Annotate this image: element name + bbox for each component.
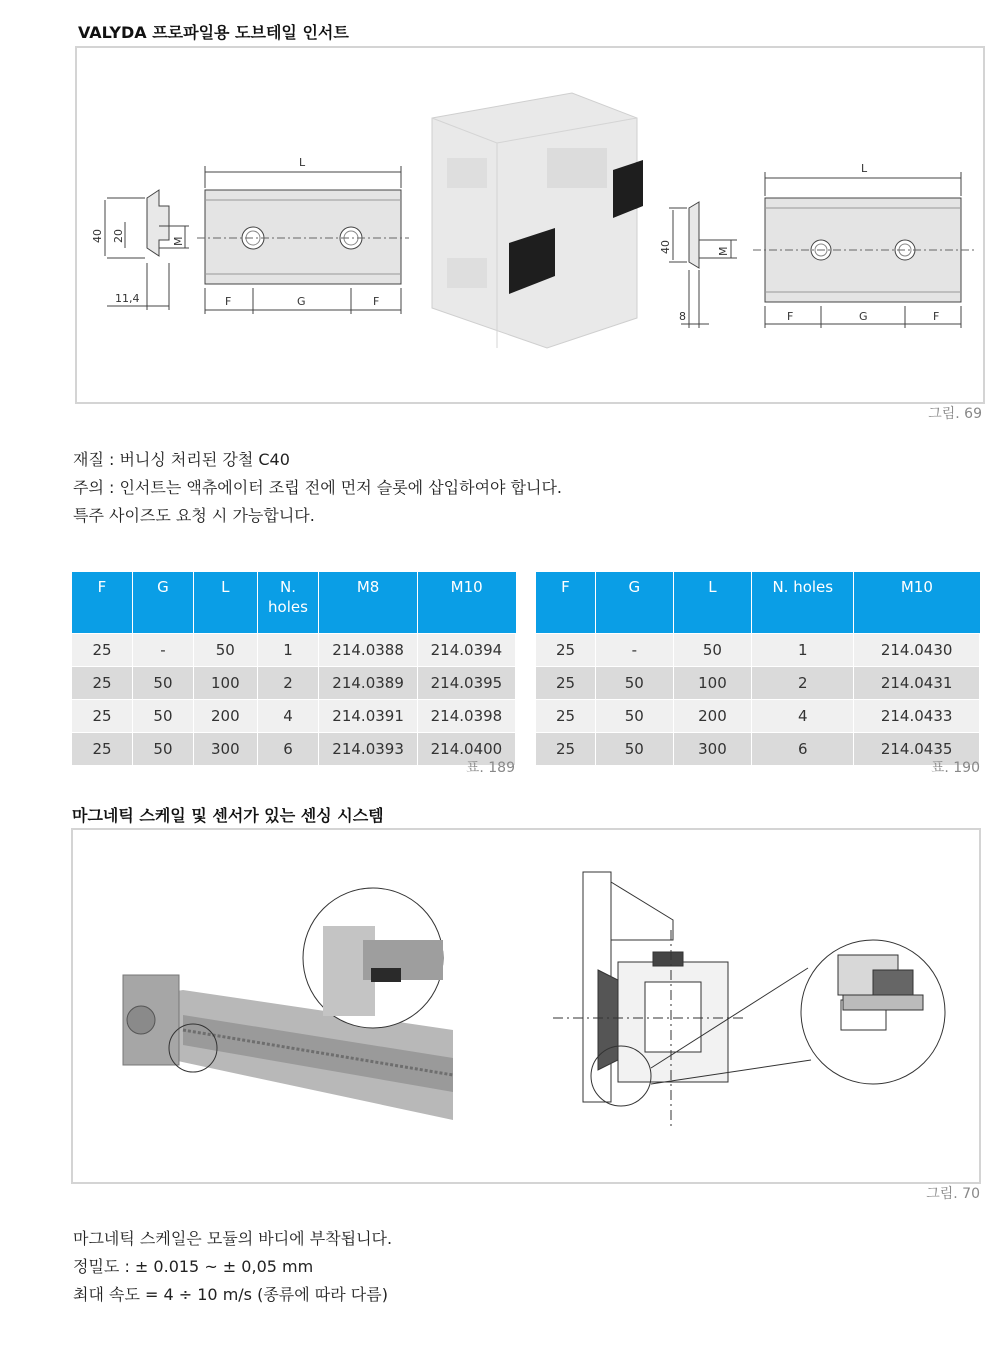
table-cell: 25 — [72, 634, 132, 667]
table-cell: 50 — [132, 733, 193, 766]
dim-l-left: L — [299, 156, 306, 169]
table-cell: 50 — [193, 634, 257, 667]
figure-69-box — [75, 46, 985, 404]
profile-3d-illustration — [432, 93, 643, 348]
table-row — [72, 634, 516, 667]
insert-front-view-right — [753, 172, 975, 328]
table-cell: 214.0433 — [854, 700, 980, 733]
note-line: 주의 : 인서트는 액츄에이터 조립 전에 먼저 슬롯에 삽입하여야 합니다. — [73, 478, 563, 497]
dim-m-right: M — [717, 246, 730, 256]
section1-title: VALYDA 프로파일용 도브테일 인서트 — [78, 23, 349, 42]
col-header: N. holes — [257, 572, 319, 634]
section1-description — [73, 446, 973, 530]
dovetail-insert-drawing — [77, 48, 983, 402]
col-header: N. holes — [752, 572, 854, 634]
col-header: M8 — [319, 572, 418, 634]
col-header: M10 — [854, 572, 980, 634]
table-cell: 4 — [752, 700, 854, 733]
cross-section-drawing — [553, 872, 945, 1130]
table-cell: 1 — [257, 634, 319, 667]
figure-70-box — [71, 828, 981, 1184]
dim-g-left: G — [297, 295, 306, 308]
col-header: F — [536, 572, 595, 634]
dim-f2-right: F — [933, 310, 940, 323]
col-header: G — [132, 572, 193, 634]
table-cell: - — [132, 634, 193, 667]
dim-11-4: 11,4 — [115, 292, 140, 305]
table-cell: 214.0389 — [319, 667, 418, 700]
table-cell: 25 — [536, 700, 595, 733]
table-cell: 214.0398 — [417, 700, 515, 733]
table-cell: 214.0394 — [417, 634, 515, 667]
table-cell: 2 — [752, 667, 854, 700]
table-cell: 25 — [72, 733, 132, 766]
table-cell: 214.0431 — [854, 667, 980, 700]
insert-front-view-left — [197, 166, 409, 314]
dim-8: 8 — [679, 310, 686, 323]
table-cell: 50 — [132, 667, 193, 700]
table-cell: 214.0430 — [854, 634, 980, 667]
dim-f2-left: F — [373, 295, 380, 308]
dim-l-right: L — [861, 162, 868, 175]
table-cell: 50 — [595, 700, 673, 733]
table-row — [72, 700, 516, 733]
sensing-system-illustration — [73, 830, 979, 1182]
table-cell: 214.0435 — [854, 733, 980, 766]
table-row — [536, 667, 980, 700]
table-row — [536, 700, 980, 733]
section2-description — [73, 1225, 973, 1309]
table-cell: 50 — [595, 733, 673, 766]
table-header-row — [72, 572, 516, 634]
table-cell: 4 — [257, 700, 319, 733]
table-190 — [536, 572, 980, 765]
table-cell: 25 — [536, 733, 595, 766]
col-header: G — [595, 572, 673, 634]
dim-20-left: 20 — [112, 229, 125, 243]
table-cell: 25 — [72, 667, 132, 700]
table-cell: 200 — [193, 700, 257, 733]
table-cell: 300 — [673, 733, 752, 766]
figure-70-caption: 그림. 70 — [926, 1186, 980, 1202]
table-cell: 6 — [257, 733, 319, 766]
custom-size-line: 특주 사이즈도 요청 시 가능합니다. — [73, 506, 315, 525]
col-header: L — [193, 572, 257, 634]
table-189 — [72, 572, 516, 765]
dim-40-left: 40 — [91, 229, 104, 243]
section2-title: 마그네틱 스케일 및 센서가 있는 센싱 시스템 — [72, 806, 384, 825]
table-cell: 214.0388 — [319, 634, 418, 667]
figure-69-caption: 그림. 69 — [928, 406, 982, 422]
table-cell: 25 — [72, 700, 132, 733]
table-cell: 50 — [595, 667, 673, 700]
table-cell: 300 — [193, 733, 257, 766]
col-header: M10 — [417, 572, 515, 634]
max-speed-line: 최대 속도 = 4 ÷ 10 m/s (종류에 따라 다름) — [73, 1285, 388, 1304]
table-cell: 200 — [673, 700, 752, 733]
table-cell: - — [595, 634, 673, 667]
dim-g-right: G — [859, 310, 868, 323]
col-header: L — [673, 572, 752, 634]
table-cell: 214.0393 — [319, 733, 418, 766]
table-row — [72, 667, 516, 700]
table-cell: 1 — [752, 634, 854, 667]
dim-40-right: 40 — [659, 240, 672, 254]
table-cell: 100 — [673, 667, 752, 700]
table-header-row — [536, 572, 980, 634]
table-cell: 50 — [132, 700, 193, 733]
table-row — [536, 634, 980, 667]
linear-module-3d — [123, 888, 453, 1120]
table-cell: 2 — [257, 667, 319, 700]
material-line: 재질 : 버니싱 처리된 강철 C40 — [73, 450, 290, 469]
scale-attach-line: 마그네틱 스케일은 모듈의 바디에 부착됩니다. — [73, 1229, 393, 1248]
table-cell: 50 — [673, 634, 752, 667]
dim-m-left: M — [172, 236, 185, 246]
table-cell: 25 — [536, 634, 595, 667]
table-190-caption: 표. 190 — [930, 760, 980, 776]
table-cell: 6 — [752, 733, 854, 766]
dim-f1-left: F — [225, 295, 232, 308]
col-header: F — [72, 572, 132, 634]
precision-line: 정밀도 : ± 0.015 ~ ± 0,05 mm — [73, 1257, 314, 1276]
table-cell: 25 — [536, 667, 595, 700]
table-cell: 214.0391 — [319, 700, 418, 733]
table-189-caption: 표. 189 — [465, 760, 515, 776]
dim-f1-right: F — [787, 310, 794, 323]
table-cell: 214.0400 — [417, 733, 515, 766]
table-cell: 214.0395 — [417, 667, 515, 700]
table-cell: 100 — [193, 667, 257, 700]
